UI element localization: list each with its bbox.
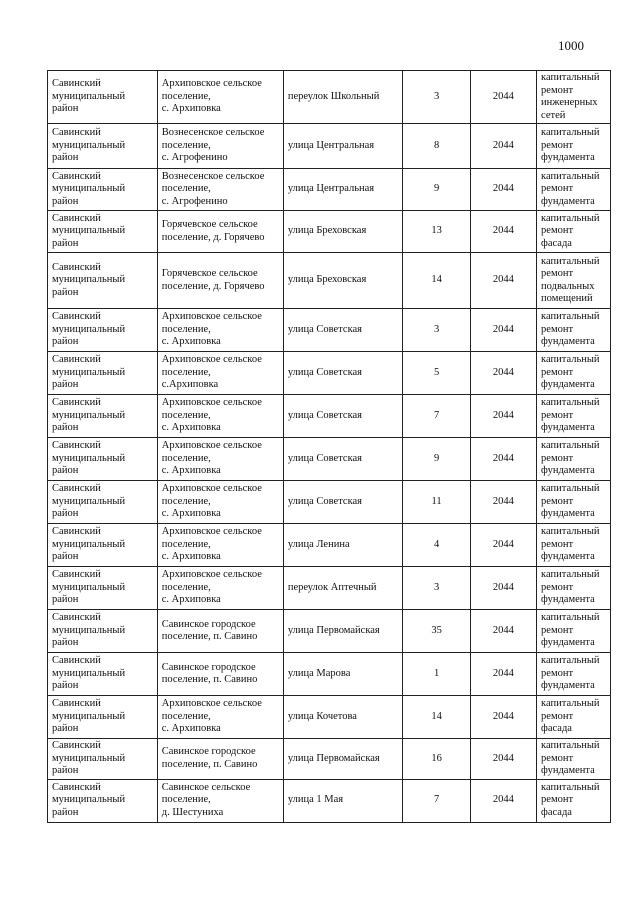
- year-cell: 2044: [470, 779, 536, 822]
- year-cell: 2044: [470, 309, 536, 352]
- house-number-cell: 3: [403, 567, 470, 610]
- street-cell: улица Марова: [283, 653, 403, 696]
- work-type-cell: капитальный ремонт фасада: [537, 696, 611, 739]
- house-number-cell: 35: [403, 610, 470, 653]
- settlement-cell: Архиповское сельское поселение, с. Архиповка: [157, 309, 283, 352]
- district-cell: Савинский муниципальный район: [48, 352, 158, 395]
- work-type-cell: капитальный ремонт фундамента: [537, 169, 611, 211]
- street-cell: улица Первомайская: [283, 739, 403, 780]
- year-cell: 2044: [470, 481, 536, 524]
- street-cell: улица Ленина: [283, 524, 403, 567]
- settlement-cell: Архиповское сельское поселение, с. Архиповка: [157, 524, 283, 567]
- work-type-cell: капитальный ремонт фундамента: [537, 653, 611, 696]
- street-cell: улица Советская: [283, 395, 403, 438]
- work-type-cell: капитальный ремонт фундамента: [537, 610, 611, 653]
- street-cell: улица Советская: [283, 438, 403, 481]
- house-number-cell: 3: [403, 71, 470, 124]
- page-number: 1000: [558, 38, 584, 53]
- district-cell: Савинский муниципальный район: [48, 309, 158, 352]
- district-cell: Савинский муниципальный район: [48, 253, 158, 309]
- house-number-cell: 9: [403, 169, 470, 211]
- table-row: [48, 524, 611, 567]
- year-cell: 2044: [470, 71, 536, 124]
- year-cell: 2044: [470, 653, 536, 696]
- year-cell: 2044: [470, 352, 536, 395]
- year-cell: 2044: [470, 395, 536, 438]
- work-type-cell: капитальный ремонт фасада: [537, 211, 611, 253]
- work-type-cell: капитальный ремонт подвальных помещений: [537, 253, 611, 309]
- table-row: [48, 481, 611, 524]
- district-cell: Савинский муниципальный район: [48, 779, 158, 822]
- district-cell: Савинский муниципальный район: [48, 211, 158, 253]
- table-row: [48, 352, 611, 395]
- district-cell: Савинский муниципальный район: [48, 438, 158, 481]
- street-cell: улица 1 Мая: [283, 779, 403, 822]
- settlement-cell: Архиповское сельское поселение, с.Архиповка: [157, 352, 283, 395]
- table-row: [48, 653, 611, 696]
- year-cell: 2044: [470, 211, 536, 253]
- table-row: [48, 610, 611, 653]
- district-cell: Савинский муниципальный район: [48, 524, 158, 567]
- settlement-cell: Архиповское сельское поселение, с. Архиповка: [157, 696, 283, 739]
- street-cell: переулок Аптечный: [283, 567, 403, 610]
- district-cell: Савинский муниципальный район: [48, 739, 158, 780]
- settlement-cell: Архиповское сельское поселение, с. Архиповка: [157, 567, 283, 610]
- settlement-cell: Архиповское сельское поселение, с. Архиповка: [157, 438, 283, 481]
- work-type-cell: капитальный ремонт фундамента: [537, 524, 611, 567]
- district-cell: Савинский муниципальный район: [48, 169, 158, 211]
- house-number-cell: 11: [403, 481, 470, 524]
- house-number-cell: 3: [403, 309, 470, 352]
- house-number-cell: 1: [403, 653, 470, 696]
- table-row: [48, 395, 611, 438]
- house-number-cell: 16: [403, 739, 470, 780]
- settlement-cell: Вознесенское сельское поселение, с. Агрофенино: [157, 124, 283, 169]
- district-cell: Савинский муниципальный район: [48, 653, 158, 696]
- street-cell: улица Бреховская: [283, 211, 403, 253]
- district-cell: Савинский муниципальный район: [48, 567, 158, 610]
- year-cell: 2044: [470, 253, 536, 309]
- table-row: [48, 309, 611, 352]
- work-type-cell: капитальный ремонт фундамента: [537, 309, 611, 352]
- settlement-cell: Савинское сельское поселение, д. Шестуниха: [157, 779, 283, 822]
- table-row: [48, 696, 611, 739]
- house-number-cell: 7: [403, 395, 470, 438]
- table-row: [48, 253, 611, 309]
- settlement-cell: Савинское городское поселение, п. Савино: [157, 739, 283, 780]
- district-cell: Савинский муниципальный район: [48, 124, 158, 169]
- house-number-cell: 8: [403, 124, 470, 169]
- settlement-cell: Вознесенское сельское поселение, с. Агрофенино: [157, 169, 283, 211]
- table-row: [48, 779, 611, 822]
- year-cell: 2044: [470, 610, 536, 653]
- repair-schedule-table: [47, 70, 611, 823]
- table-row: [48, 124, 611, 169]
- year-cell: 2044: [470, 739, 536, 780]
- work-type-cell: капитальный ремонт фундамента: [537, 481, 611, 524]
- street-cell: улица Кочетова: [283, 696, 403, 739]
- street-cell: улица Первомайская: [283, 610, 403, 653]
- house-number-cell: 7: [403, 779, 470, 822]
- work-type-cell: капитальный ремонт инженерных сетей: [537, 71, 611, 124]
- house-number-cell: 13: [403, 211, 470, 253]
- year-cell: 2044: [470, 524, 536, 567]
- house-number-cell: 14: [403, 253, 470, 309]
- street-cell: улица Бреховская: [283, 253, 403, 309]
- work-type-cell: капитальный ремонт фундамента: [537, 739, 611, 780]
- work-type-cell: капитальный ремонт фундамента: [537, 567, 611, 610]
- table-row: [48, 71, 611, 124]
- year-cell: 2044: [470, 696, 536, 739]
- work-type-cell: капитальный ремонт фасада: [537, 779, 611, 822]
- table-row: [48, 211, 611, 253]
- work-type-cell: капитальный ремонт фундамента: [537, 438, 611, 481]
- street-cell: улица Советская: [283, 352, 403, 395]
- house-number-cell: 5: [403, 352, 470, 395]
- year-cell: 2044: [470, 124, 536, 169]
- district-cell: Савинский муниципальный район: [48, 696, 158, 739]
- table-row: [48, 438, 611, 481]
- settlement-cell: Савинское городское поселение, п. Савино: [157, 610, 283, 653]
- work-type-cell: капитальный ремонт фундамента: [537, 395, 611, 438]
- table-row: [48, 169, 611, 211]
- street-cell: улица Советская: [283, 309, 403, 352]
- street-cell: переулок Школьный: [283, 71, 403, 124]
- house-number-cell: 4: [403, 524, 470, 567]
- house-number-cell: 9: [403, 438, 470, 481]
- settlement-cell: Савинское городское поселение, п. Савино: [157, 653, 283, 696]
- settlement-cell: Горячевское сельское поселение, д. Горячево: [157, 253, 283, 309]
- work-type-cell: капитальный ремонт фундамента: [537, 352, 611, 395]
- table-row: [48, 567, 611, 610]
- settlement-cell: Архиповское сельское поселение, с. Архиповка: [157, 395, 283, 438]
- table-body: [48, 71, 611, 823]
- district-cell: Савинский муниципальный район: [48, 71, 158, 124]
- street-cell: улица Центральная: [283, 169, 403, 211]
- street-cell: улица Советская: [283, 481, 403, 524]
- year-cell: 2044: [470, 567, 536, 610]
- street-cell: улица Центральная: [283, 124, 403, 169]
- district-cell: Савинский муниципальный район: [48, 610, 158, 653]
- year-cell: 2044: [470, 438, 536, 481]
- district-cell: Савинский муниципальный район: [48, 395, 158, 438]
- district-cell: Савинский муниципальный район: [48, 481, 158, 524]
- settlement-cell: Горячевское сельское поселение, д. Горячево: [157, 211, 283, 253]
- settlement-cell: Архиповское сельское поселение, с. Архиповка: [157, 71, 283, 124]
- house-number-cell: 14: [403, 696, 470, 739]
- year-cell: 2044: [470, 169, 536, 211]
- work-type-cell: капитальный ремонт фундамента: [537, 124, 611, 169]
- settlement-cell: Архиповское сельское поселение, с. Архиповка: [157, 481, 283, 524]
- table-row: [48, 739, 611, 780]
